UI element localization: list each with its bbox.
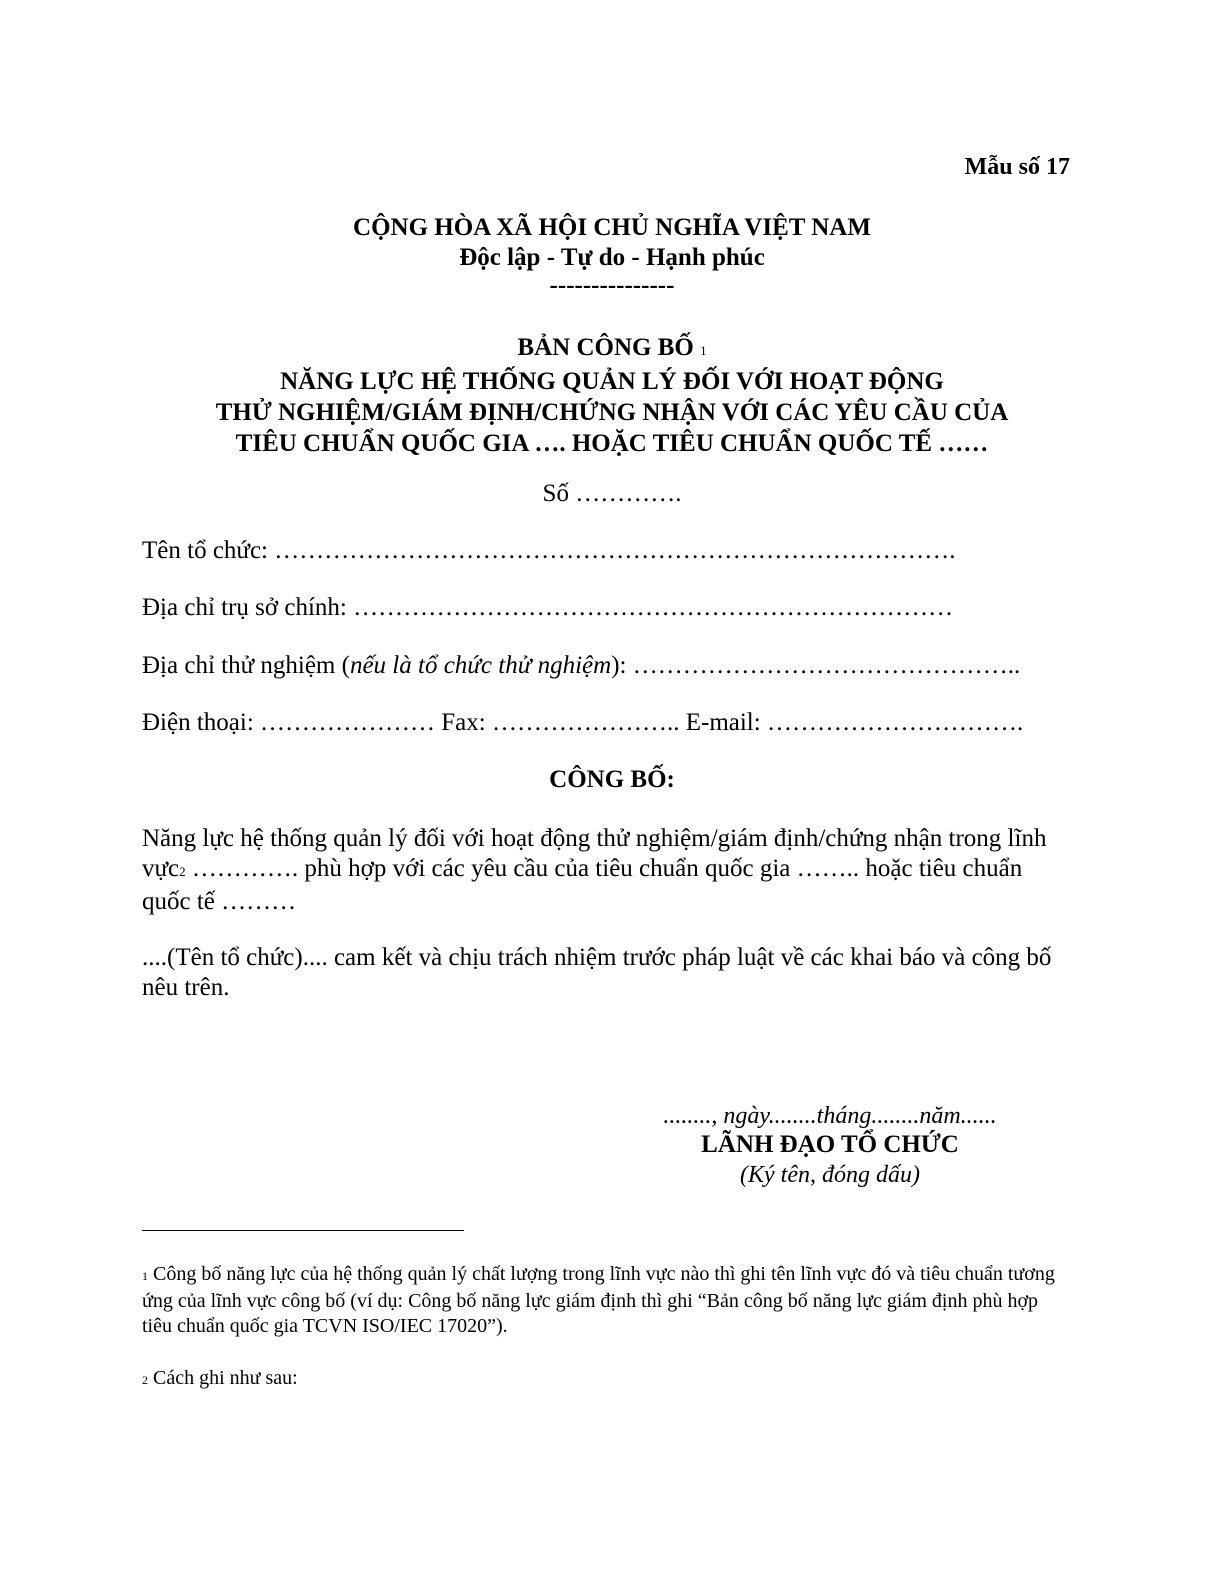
declaration-paragraph xyxy=(142,824,1072,917)
test-address-label: Địa chỉ thử nghiệm ( xyxy=(142,652,350,679)
test-address-dots: ): ……………………………………….. xyxy=(611,652,1021,679)
test-address-field xyxy=(142,652,1020,680)
declare-heading: CÔNG BỐ: xyxy=(549,766,675,793)
footnote-separator xyxy=(142,1230,464,1231)
signature-title: LÃNH ĐẠO TỔ CHỨC xyxy=(701,1131,959,1158)
declaration-part-1: Năng lực hệ thống quản lý đối với hoạt động thử nghiệm/giám định/chứng nhận trong lĩnh vực xyxy=(142,825,1047,882)
footnote-ref-1: 1 xyxy=(700,343,707,358)
national-motto: Độc lập - Tự do - Hạnh phúc xyxy=(459,244,765,271)
test-address-condition: nếu là tổ chức thử nghiệm xyxy=(349,652,612,679)
commitment-paragraph: ....(Tên tổ chức).... cam kết và chịu trách nhiệm trước pháp luật về các khai báo và công bố nêu trên. xyxy=(142,944,1052,1001)
footnote-1-number: 1 xyxy=(142,1269,148,1283)
signature-note: (Ký tên, đóng dấu) xyxy=(740,1162,920,1188)
footnote-1 xyxy=(142,1262,1072,1339)
title-line-3: THỬ NGHIỆM/GIÁM ĐỊNH/CHỨNG NHẬN VỚI CÁC YÊU CẦU CỦA xyxy=(215,399,1009,426)
national-title: CỘNG HÒA XÃ HỘI CHỦ NGHĨA VIỆT NAM xyxy=(353,214,871,241)
header-divider: --------------- xyxy=(549,272,675,299)
document-number: Số …………. xyxy=(542,480,682,507)
head-office-field: Địa chỉ trụ sở chính: ……………………………………………………………… xyxy=(142,594,954,621)
contact-field: Điện thoại: ………………… Fax: ………………….. E-mail: …………………………. xyxy=(142,709,1024,736)
footnote-2 xyxy=(142,1366,1072,1393)
footnote-ref-2: 2 xyxy=(179,864,186,879)
org-name-field: Tên tổ chức: ………………………………………………………………………. xyxy=(142,537,956,564)
form-number: Mẫu số 17 xyxy=(964,154,1070,180)
footnote-1-text: Công bố năng lực của hệ thống quản lý chất lượng trong lĩnh vực nào thì ghi tên lĩnh vực đó và tiêu chuẩn tương ứng của lĩnh vực công bố (ví dụ: Công bố năng lực giám định thì ghi “Bản công bố năng lực giám định phù hợp tiêu chuẩn quốc gia TCVN ISO/IEC 17020”). xyxy=(142,1263,1055,1337)
title-line-1-text: BẢN CÔNG BỐ xyxy=(517,334,694,361)
title-line-4: TIÊU CHUẨN QUỐC GIA …. HOẶC TIÊU CHUẨN QUỐC TẾ …… xyxy=(235,430,989,457)
document-title xyxy=(0,332,1224,459)
declaration-part-2: …………. phù hợp với các yêu cầu của tiêu chuẩn quốc gia …….. hoặc tiêu chuẩn quốc tế ……… xyxy=(142,855,1023,915)
footnote-2-text: Cách ghi như sau: xyxy=(148,1367,298,1389)
footnote-2-number: 2 xyxy=(142,1373,148,1387)
title-line-1 xyxy=(0,332,1224,366)
title-line-2: NĂNG LỰC HỆ THỐNG QUẢN LÝ ĐỐI VỚI HOẠT ĐỘNG xyxy=(280,368,944,395)
signature-date: ........, ngày........tháng........năm...... xyxy=(663,1103,997,1129)
